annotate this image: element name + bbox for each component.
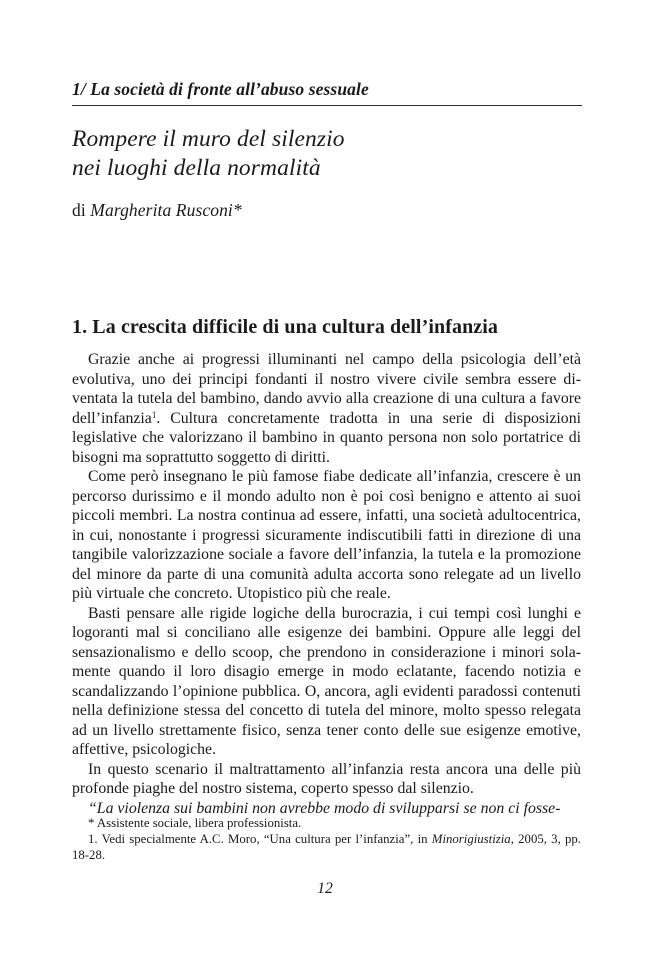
author-name: Margherita Rusconi* bbox=[90, 200, 242, 220]
paragraph-1-continuation: . Cultura concretamente tradotta in una serie di disposizioni legislative che valorizzano il bambino in quanto persona non solo portatrice di bisogni ma soprattutto soggetto di diritti. bbox=[72, 409, 581, 466]
footnotes bbox=[72, 815, 581, 863]
footnote-1-journal: Minorigiustizia bbox=[431, 832, 511, 846]
footnote-star: * Assistente sociale, libera professionista. bbox=[88, 816, 302, 830]
chapter-title-line-2: nei luoghi della normalità bbox=[72, 155, 321, 181]
byline bbox=[72, 200, 582, 221]
footnote-1-details: , 2005, 3, pp. 18-28. bbox=[72, 832, 581, 862]
paragraph-1-text: Grazie anche ai progressi illuminanti nel campo della psicologia dell’età evolutiva, uno dei principi fondanti il nostro vivere civile sembra essere diventata la tutela del bambino, dando avvio alla creazione di una cultura a favore dell’infanzia bbox=[72, 351, 581, 427]
paragraph-3: Basti pensare alle rigide logiche della burocrazia, i cui tempi così lunghi e logoranti mal si conciliano alle esigenze dei bambini. Oppure alle leggi del sensazionalismo e dello scoop, che prendono in considerazione i minori solamente quando il loro disagio emerge in modo eclatante, facendo notizia e scandalizzando l’opinione pubblica. O, ancora, agli evidenti paradossi contenuti nella definizione stessa del concetto di tutela del minore, molto spesso relegata ad un livello strettamente fisico, senza tener conto delle sue esigenze emotive, affettive, psicologiche. bbox=[72, 604, 581, 758]
byline-prefix: di bbox=[72, 200, 86, 220]
footnote-1 bbox=[72, 831, 581, 863]
section-heading: 1. La crescita difficile di una cultura dell’infanzia bbox=[72, 316, 499, 338]
chapter-title-line-1: Rompere il muro del silenzio bbox=[72, 126, 345, 152]
paragraph-5-quote: “La violenza sui bambini non avrebbe modo di svilupparsi se non ci fosse- bbox=[88, 799, 561, 817]
footnote-ref-1: 1 bbox=[151, 409, 157, 420]
paragraph-1 bbox=[72, 350, 581, 467]
body-text bbox=[72, 345, 581, 818]
footnote-1-text: 1. Vedi specialmente A.C. Moro, “Una cultura per l’infanzia”, in bbox=[88, 832, 432, 846]
paragraph-4: In questo scenario il maltrattamento all’infanzia resta ancora una delle più profonde piaghe del nostro sistema, coperto spesso dal silenzio. bbox=[72, 760, 581, 797]
header-rule bbox=[72, 105, 582, 106]
page-number: 12 bbox=[317, 880, 333, 897]
running-head: 1/ La società di fronte all’abuso sessuale bbox=[72, 79, 369, 99]
paragraph-2: Come però insegnano le più famose fiabe dedicate all’infanzia, crescere è un percorso durissimo e il mondo adulto non è poi così benigno e attento ai suoi piccoli membri. La nostra continua ad essere, infatti, una società adultocentrica, in cui, nonostante i progressi sicuramente indiscutibili fatti in direzione di una tangibile valorizzazione sociale a favore dell’infanzia, la tutela e la promozione del minore da parte di una comunità adulta accorta sono relegate ad un livello più virtuale che concreto. Utopistico più che reale. bbox=[72, 468, 581, 602]
chapter-title bbox=[72, 125, 582, 183]
